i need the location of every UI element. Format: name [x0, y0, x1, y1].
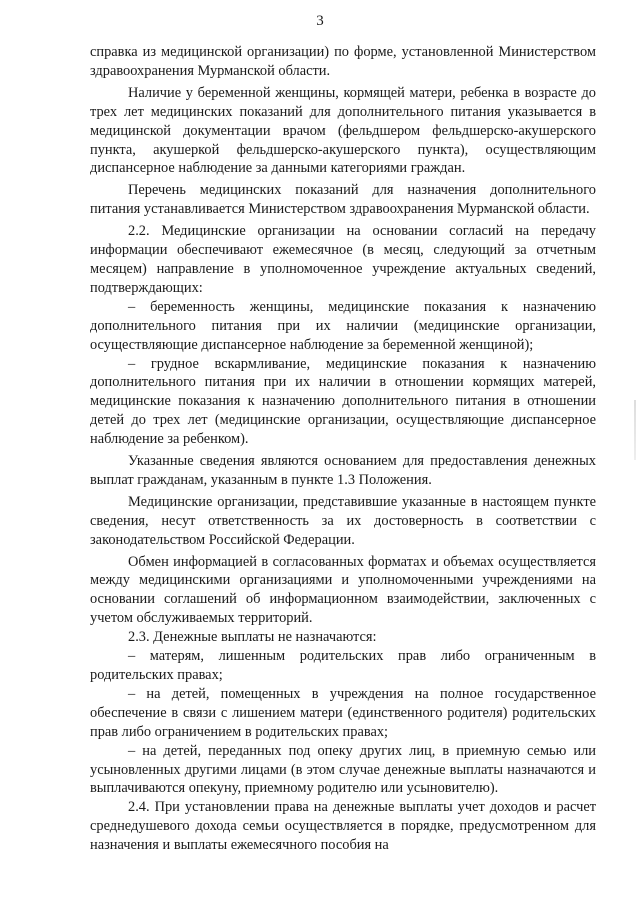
- paragraph: Обмен информацией в согласованных форматах и объемах осуществляется между медицинскими организациями и уполномоченными учреждениями на основании соглашений об информационном взаимодействии, заключенных с учетом обслуживаемых территорий.: [90, 553, 596, 627]
- list-item: – на детей, помещенных в учреждения на полное государственное обеспечение в связи с лишением матери (единственного родителя) родительских прав либо ограничением в родительских правах;: [90, 685, 596, 740]
- paragraph: Указанные сведения являются основанием для предоставления денежных выплат гражданам, указанным в пункте 1.3 Положения.: [90, 453, 596, 488]
- paragraph: Перечень медицинских показаний для назначения дополнительного питания устанавливается Министерством здравоохранения Мурманской области.: [90, 182, 596, 218]
- list-item: – на детей, переданных под опеку других лиц, в приемную семью или усыновленных другими лицами (в этом случае денежные выплаты назначаются и выплачиваются опекуну, приемному родителю или усыновителю).: [90, 742, 596, 797]
- scan-margin-mark: [634, 400, 636, 460]
- page-number: 3: [316, 13, 324, 29]
- document-body: [90, 43, 596, 855]
- list-item: – грудное вскармливание, медицинские показания к назначению дополнительного питания при их наличии в отношении кормящих матерей, медицинские показания к назначению дополнительного питания в отношении детей до трех лет (медицинские организации, осуществляющие диспансерное наблюдение за ребенком).: [90, 355, 596, 448]
- section-2-3-heading: 2.3. Денежные выплаты не назначаются:: [128, 629, 377, 646]
- paragraph: Наличие у беременной женщины, кормящей матери, ребенка в возрасте до трех лет медицинских показаний для дополнительного питания указывается в медицинской документации врачом (фельдшером фельдшерско-акушерского пункта, акушеркой фельдшерско-акушерского пункта), осуществляющим диспансерное наблюдение за данными категориями граждан.: [90, 84, 596, 177]
- section-2-4-paragraph: 2.4. При установлении права на денежные выплаты учет доходов и расчет среднедушевого дохода семьи осуществляется в порядке, предусмотренном для назначения и выплаты ежемесячного пособия на: [90, 799, 596, 854]
- list-item: – беременность женщины, медицинские показания к назначению дополнительного питания при их наличии (медицинские организации, осуществляющие диспансерное наблюдение за беременной женщиной);: [90, 298, 596, 353]
- paragraph: справка из медицинской организации) по форме, установленной Министерством здравоохранения Мурманской области.: [90, 44, 596, 79]
- paragraph: Медицинские организации, представившие указанные в настоящем пункте сведения, несут ответственность за их достоверность в соответствии с законодательством Российской Федерации.: [90, 493, 596, 548]
- list-item: – матерям, лишенным родительских прав либо ограниченным в родительских правах;: [90, 648, 596, 683]
- section-2-2-paragraph: 2.2. Медицинские организации на основании согласий на передачу информации обеспечивают ежемесячное (в месяц, следующий за отчетным месяцем) направление в уполномоченное учреждение актуальных сведений, подтверждающих:: [90, 223, 596, 296]
